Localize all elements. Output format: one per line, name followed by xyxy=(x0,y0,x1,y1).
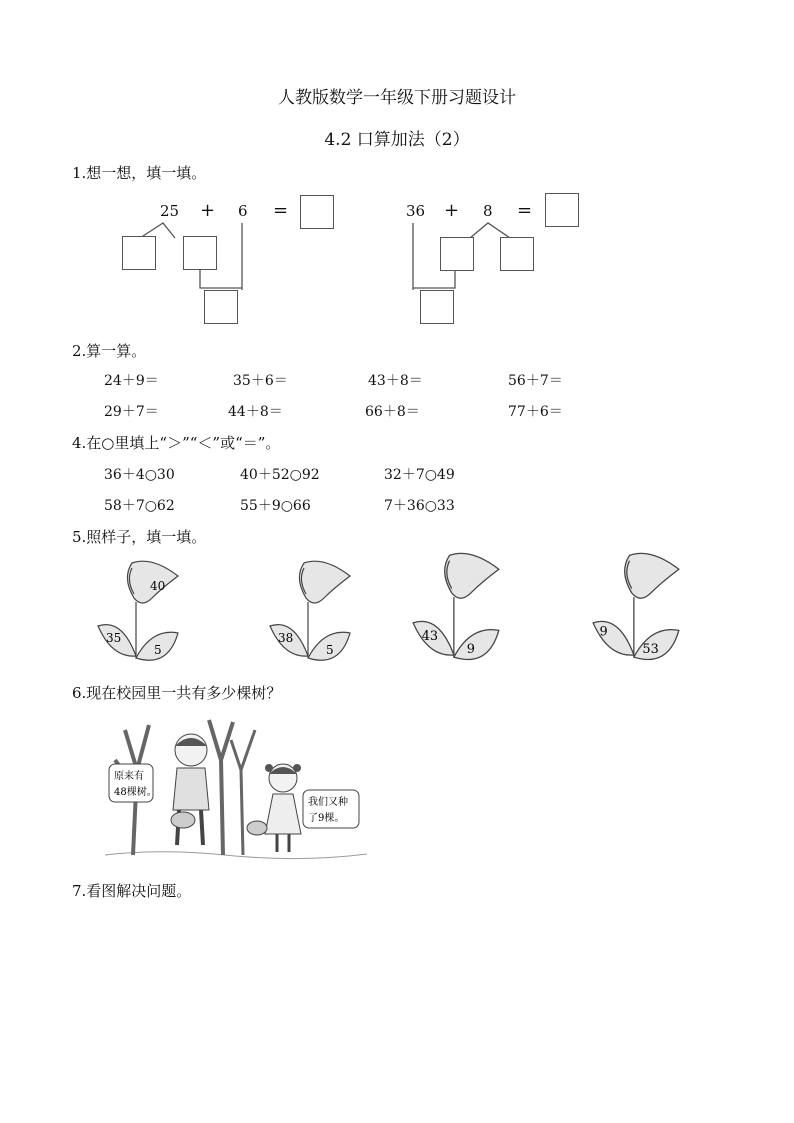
flower-4-left: 9 xyxy=(599,624,608,640)
flower-1-top: 40 xyxy=(150,579,166,593)
question-6-label: 6.现在校园里一共有多少棵树？ xyxy=(72,684,282,702)
q1-right-addend-b: 8 xyxy=(483,202,493,220)
q1-right-addend-a: 36 xyxy=(406,202,426,220)
girl-speech-line-1: 我们又种 xyxy=(308,797,348,808)
flower-3-right: 9 xyxy=(466,641,475,657)
q4-compare: 36＋4○30 xyxy=(104,467,175,483)
question-7-label: 7.看图解决问题。 xyxy=(72,882,192,900)
flower-2-right: 5 xyxy=(326,643,334,657)
girl-speech-line-2: 了9棵。 xyxy=(308,813,345,824)
q2-expr: 35＋6＝ xyxy=(233,373,288,389)
q1-left-plus: + xyxy=(200,200,216,221)
q1-right-result-box[interactable] xyxy=(420,290,454,324)
q2-expr: 24＋9＝ xyxy=(104,373,159,389)
q1-right-answer-box[interactable] xyxy=(545,193,579,227)
q4-compare: 32＋7○49 xyxy=(384,467,455,483)
flower-1-right: 5 xyxy=(154,643,162,657)
question-5-label: 5.照样子，填一填。 xyxy=(72,528,207,546)
flower-4 xyxy=(586,550,686,670)
trees-kids-illustration xyxy=(105,710,367,862)
q2-expr: 56＋7＝ xyxy=(508,373,563,389)
page-subtitle: 4.2 口算加法（2） xyxy=(324,130,470,150)
q1-right-plus: + xyxy=(444,200,460,221)
q1-left-answer-box[interactable] xyxy=(300,195,334,229)
flower-1 xyxy=(92,558,184,670)
q2-expr: 29＋7＝ xyxy=(104,404,159,420)
q1-right-split-box-2[interactable] xyxy=(500,237,534,271)
q1-left-equals: = xyxy=(273,200,289,221)
flower-2 xyxy=(264,558,356,670)
q1-left-result-box[interactable] xyxy=(204,290,238,324)
q4-compare: 7＋36○33 xyxy=(384,498,455,514)
q4-compare: 40＋52○92 xyxy=(240,467,320,483)
q2-expr: 44＋8＝ xyxy=(228,404,283,420)
question-4-label: 4.在○里填上“＞”“＜”或“＝”。 xyxy=(72,434,281,452)
flower-4-right: 53 xyxy=(642,641,659,657)
flower-1-left: 35 xyxy=(106,631,122,645)
q1-right-equals: = xyxy=(517,200,533,221)
flower-3 xyxy=(406,550,506,670)
flower-3-left: 43 xyxy=(421,629,439,644)
flower-2-left: 38 xyxy=(278,631,294,645)
q4-compare: 55＋9○66 xyxy=(240,498,311,514)
q1-right-split-box-1[interactable] xyxy=(440,237,474,271)
q4-compare: 58＋7○62 xyxy=(104,498,175,514)
q2-expr: 43＋8＝ xyxy=(368,373,423,389)
q1-left-split-box-1[interactable] xyxy=(122,236,156,270)
page-title: 人教版数学一年级下册习题设计 xyxy=(278,88,516,108)
q1-left-addend-a: 25 xyxy=(160,202,180,220)
question-1-label: 1.想一想，填一填。 xyxy=(72,164,207,182)
q2-expr: 66＋8＝ xyxy=(365,404,420,420)
q1-left-split-box-2[interactable] xyxy=(183,236,217,270)
boy-speech-line-1: 原来有 xyxy=(114,771,144,782)
question-2-label: 2.算一算。 xyxy=(72,342,147,360)
boy-speech-line-2: 48棵树。 xyxy=(114,787,157,798)
q1-left-addend-b: 6 xyxy=(238,202,248,220)
q2-expr: 77＋6＝ xyxy=(508,404,563,420)
